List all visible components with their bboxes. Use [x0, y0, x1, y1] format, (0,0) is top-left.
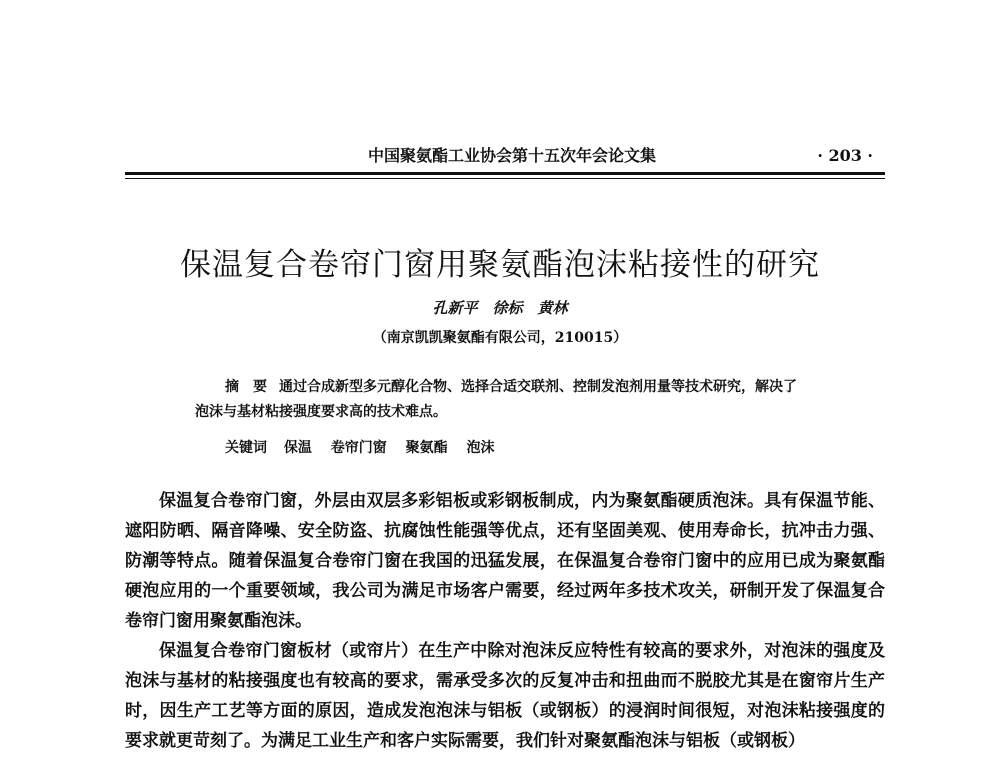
affiliation: （南京凯凯聚氨酯有限公司，210015） [372, 330, 628, 346]
keyword: 聚氨酯 [405, 440, 448, 456]
keyword: 泡沫 [466, 440, 495, 456]
paper-title: 保温复合卷帘门窗用聚氨酯泡沫粘接性的研究 [180, 247, 820, 283]
header-rule-thick [125, 172, 885, 175]
abstract [195, 375, 805, 425]
abstract-label: 摘 要 [225, 379, 267, 395]
journal-name: 中国聚氨酯工业协会第十五次年会论文集 [368, 146, 657, 165]
keywords-label: 关键词 [225, 440, 267, 456]
body-text [125, 486, 885, 756]
abstract-text: 通过合成新型多元醇化合物、选择合适交联剂、控制发泡剂用量等技术研究，解决了泡沫与基材粘接强度要求高的技术难点。 [195, 379, 797, 420]
keyword: 保温 [283, 440, 312, 456]
keywords [225, 436, 509, 460]
page-number: · 203 · [817, 146, 873, 165]
abstract-paragraph [195, 375, 805, 425]
body-paragraph: 保温复合卷帘门窗板材（或帘片）在生产中除对泡沫反应特性有较高的要求外，对泡沫的强度及泡沫与基材的粘接强度也有较高的要求，需承受多次的反复冲击和扭曲而不脱胶尤其是在窗帘片生产时，因生产工艺等方面的原因，造成发泡泡沫与铝板（或钢板）的浸润时间很短，对泡沫粘接强度的要求就更苛刻了。为满足工业生产和客户实际需要，我们针对聚氨酯泡沫与铝板（或钢板） [125, 641, 885, 751]
author-list: 孔新平 徐标 黄林 [432, 299, 568, 317]
header-rule-thin [125, 178, 885, 179]
keyword: 卷帘门窗 [330, 440, 387, 456]
body-paragraph: 保温复合卷帘门窗，外层由双层多彩铝板或彩钢板制成，内为聚氨酯硬质泡沫。具有保温节能、遮阳防晒、隔音降噪、安全防盗、抗腐蚀性能强等优点，还有坚固美观、使用寿命长，抗冲击力强、防潮等特点。随着保温复合卷帘门窗在我国的迅猛发展，在保温复合卷帘门窗中的应用已成为聚氨酯硬泡应用的一个重要领域，我公司为满足市场客户需要，经过两年多技术攻关，研制开发了保温复合卷帘门窗用聚氨酯泡沫。 [125, 491, 885, 631]
running-header [125, 144, 885, 168]
